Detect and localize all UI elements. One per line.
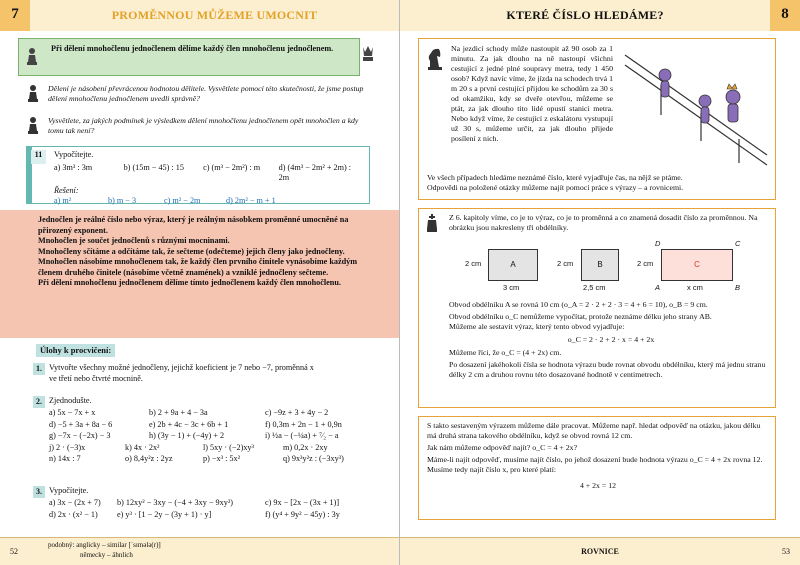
chapter-title: PROMĚNNOU MŮŽEME UMOCNIT — [30, 0, 399, 31]
task-item: a) 3m³ : 3m — [54, 162, 93, 172]
text-line: Obvod obdélníku A se rovná 10 cm (o_A = 2 · 2 + 2 · 3 = 4 + 6 = 10), o_B = 9 cm. — [449, 300, 708, 309]
exercise-item: f) (y⁴ + 9y² − 45y) : 3y — [265, 509, 340, 519]
exercise-item: c) 9x − [2x − (3x + 1)] — [265, 498, 340, 507]
exercise-item: c) −9z + 3 + 4y − 2 — [265, 408, 329, 417]
exercise-item: j) 2 · (−3)x — [49, 442, 86, 452]
dimension-label: 2,5 cm — [583, 283, 606, 292]
exercise-1-line-2: ve třetí nebo čtvrté mocnině. — [49, 374, 143, 383]
rule-text: Při dělení mnohočlenu jednočlenem dělíme každý člen mnohočlenu jednočlenem. — [51, 44, 334, 53]
exercise-item: b) 2 + 9a + 4 − 3a — [149, 408, 208, 417]
exercise-number: 1. — [33, 363, 45, 375]
footer-label: ROVNICE — [581, 547, 619, 556]
exercise-item: d) 2x · (x² − 1) — [49, 509, 98, 519]
exercise-item: m) 0,2x · 2xy — [283, 442, 328, 452]
chess-queen-icon — [361, 43, 375, 63]
story-tail — [427, 173, 771, 193]
exercise-item: g) −7x − (−2x) − 3 — [49, 431, 111, 441]
right-header — [400, 0, 800, 31]
story-text: Na jezdicí schody může nastoupit až 90 osob za 1 minutu. Za jak dlouho na ně nastoupí všichni cestující z jedné plné soupravy metra, tedy 1 450 osob? Když navíc víme, že jízda na schodech trvá 1 m 20 s a první cestující přijdou ke schodům za 30 s od okamžiku, kdy se dveře otevřou, můžeme se ptát, za jak dlouho tito lidé opustí stanici metra. Nebo když víme, že cestující z eskalátoru vystupují už 30 s, můžeme určit, za jak dlouho přijede posílení z nich. — [451, 44, 613, 143]
exercise-item: e) y³ · [1 − 2y − (3y + 1) · y] — [117, 509, 212, 519]
chess-pawn-icon — [25, 47, 39, 67]
rectangles-box — [418, 208, 776, 408]
task-item: c) (m³ − 2m²) : m — [203, 162, 261, 172]
task-number: 11 — [31, 150, 46, 164]
definition: Mnohočleny sčítáme a odčítáme tak, že sečteme (odečteme) jejich členy jako jednočleny. — [38, 246, 345, 256]
task-item: b) (15m − 45) : 15 — [123, 162, 184, 172]
text-line: Po dosazení jakéhokoli čísla se hodnota výrazu bude rovnat obvodu obdélníku, který má jednu stranu délky 2 cm a druhou rovnu této dosazované hodnotě v centimetrech. — [449, 359, 766, 379]
text-line: Obvod obdélníku o_C nemůžeme vypočítat, protože neznáme délku jeho strany AB. — [449, 311, 712, 321]
task-instruction: Vypočítejte. — [54, 150, 94, 159]
exercise-item: p) −x³ : 5x² — [203, 454, 241, 464]
solution-item: a) m² — [54, 196, 72, 205]
chess-knight-icon — [425, 45, 445, 71]
dimension-label: 2 cm — [465, 259, 482, 268]
solution-item: b) m − 3 — [108, 196, 137, 205]
question-2: Vysvětlete, za jakých podmínek je výsledkem dělení mnohočlenu jednočlenem opět mnohočlen a kdy tomu tak není? — [48, 116, 359, 135]
text-line: Jak nám můžeme odpověď najít? o_C = 4 + 2x? — [427, 442, 578, 452]
exercise-2-instruction: Zjednodušte. — [49, 396, 92, 405]
corner-label: B — [735, 283, 741, 292]
question-1: Dělení je násobení převrácenou hodnotou dělitele. Vysvětlete pomocí této skutečnosti, že jsme postup dělení mnohočlenu jednočlenem uvedli správně? — [48, 84, 364, 103]
footnote-line-1: podobný: anglicky – similar [ˈsɪmələ(r)] — [48, 541, 161, 549]
equation-box — [418, 416, 776, 520]
exercise-item: i) ½a − (−¼a) + ⁷⁄₂ − a — [265, 431, 339, 441]
exercise-item: q) 9x³y²z : (−3xy³) — [283, 454, 344, 464]
definition: Jednočlen je reálné číslo nebo výraz, který je reálným násobkem proměnné umocněné na přirozený exponent. — [38, 215, 349, 235]
exercise-item: d) −5 + 3a + 8a − 6 — [49, 419, 113, 429]
page-number: 52 — [10, 547, 18, 556]
corner-label: A — [655, 283, 661, 292]
chapter-number-badge: 8 — [770, 0, 800, 31]
exercise-3-items — [49, 498, 367, 521]
exercise-item: k) 4x · 2x² — [125, 442, 160, 452]
exercise-item: o) 8,4y²z : 2yz — [125, 454, 173, 464]
dimension-label: 3 cm — [503, 283, 520, 292]
exercise-number: 3. — [33, 486, 45, 498]
text-line: Můžeme říci, že o_C = (4 + 2x) cm. — [449, 347, 562, 357]
solution-item: c) m² − 2m — [164, 196, 201, 205]
chess-pawn-icon — [26, 84, 40, 104]
right-footer — [400, 537, 800, 565]
exercise-2-items — [49, 408, 367, 466]
dimension-label: 2 cm — [557, 259, 574, 268]
story-tail-line: Ve všech případech hledáme neznámé číslo, které vyjadřuje čas, na nějž se ptáme. — [427, 173, 683, 182]
exercises-title: Úlohy k procvičení: — [36, 344, 115, 357]
rule-box — [18, 38, 360, 76]
text-line: S takto sestaveným výrazem můžeme dále pracovat. Můžeme např. hledat odpověď na otázku, jakou délku má druhá strana takového obdélníku, když se obvod rovná 12 cm. — [427, 421, 761, 440]
chapter-number-badge: 7 — [0, 0, 30, 31]
chess-king-icon — [425, 214, 439, 234]
chapter-title: KTERÉ ČÍSLO HLEDÁME? — [400, 0, 770, 31]
text-line: Máme-li najít odpověď, musíme najít číslo, po jehož dosazení bude hodnota výrazu o_C = 4 + 2x rovna 12. Musíme tedy najít číslo x, pro které platí: — [427, 454, 763, 474]
dimension-label: x cm — [687, 283, 703, 292]
exercise-item: e) 2b + 4c − 3c + 6b + 1 — [149, 419, 229, 429]
exercise-item: l) 5xy · (−2)xy³ — [203, 442, 254, 452]
exercise-item: n) 14x : 7 — [49, 454, 81, 464]
escalator-illustration — [621, 45, 771, 169]
exercise-item: a) 5x − 7x + x — [49, 408, 96, 417]
story-box — [418, 38, 776, 200]
exercise-item: a) 3x − (2x + 7) — [49, 498, 101, 507]
left-header — [0, 0, 399, 31]
task-11 — [26, 146, 370, 204]
rectangle-b: B — [581, 249, 619, 281]
equation-text — [427, 421, 769, 491]
right-page — [400, 0, 800, 565]
definitions-box — [0, 210, 400, 338]
corner-label: C — [735, 239, 741, 248]
dimension-label: 2 cm — [637, 259, 654, 268]
exercise-item: b) 12xy² − 3xy − (−4 + 3xy − 9xy²) — [117, 498, 234, 507]
corner-label: D — [655, 239, 661, 248]
definition: Mnohočlen je součet jednočlenů s různými mocninami. — [38, 236, 230, 245]
exercise-3-instruction: Vypočítejte. — [49, 486, 89, 495]
solution-item: d) 2m² − m + 1 — [226, 196, 276, 205]
intro-text: Z 6. kapitoly víme, co je to výraz, co je to proměnná a co znamená dosadit číslo za proměnnou. Na obrázku jsou nakresleny tři obdélníky. — [449, 213, 758, 232]
text-line: Můžeme ale sestavit výraz, který tento obvod vyjadřuje: — [449, 321, 625, 331]
page-number: 53 — [782, 547, 790, 556]
chess-pawn-icon — [26, 116, 40, 136]
story-tail-line: Odpovědi na položené otázky můžeme najít pomocí práce s výrazy – a rovnicemi. — [427, 182, 684, 192]
left-footer — [0, 537, 399, 565]
exercise-item: h) (3y − 1) + (−4y) + 2 — [149, 431, 225, 441]
task-item: d) (4m³ − 2m² + 2m) : 2m — [278, 162, 352, 182]
perimeter-text — [449, 300, 773, 380]
solution-label: Řešení: — [54, 185, 79, 195]
rectangle-c: C — [661, 249, 733, 281]
rectangle-a: A — [488, 249, 538, 281]
definition: Mnohočlen násobíme mnohočlenem tak, že každý člen prvního činitele vynásobíme každým členem druhého činitele (násobíme včetně znamének) a vzniklé jednočleny sečteme. — [38, 257, 358, 277]
formula: 4 + 2x = 12 — [579, 480, 617, 490]
exercise-item: f) 0,3m + 2n − 1 + 0,9n — [265, 419, 342, 429]
definition: Při dělení mnohočlenu jednočlenem dělíme tímto jednočlenem každý člen mnohočlenu. — [38, 278, 341, 287]
formula: o_C = 2 · 2 + 2 · x = 4 + 2x — [567, 334, 655, 344]
footnote-line-2: německy – ähnlich — [80, 551, 133, 559]
exercise-1-line-1: Vytvořte všechny možné jednočleny, jejichž koeficient je 7 nebo −7, proměnná x — [49, 363, 314, 372]
exercise-number: 2. — [33, 396, 45, 408]
